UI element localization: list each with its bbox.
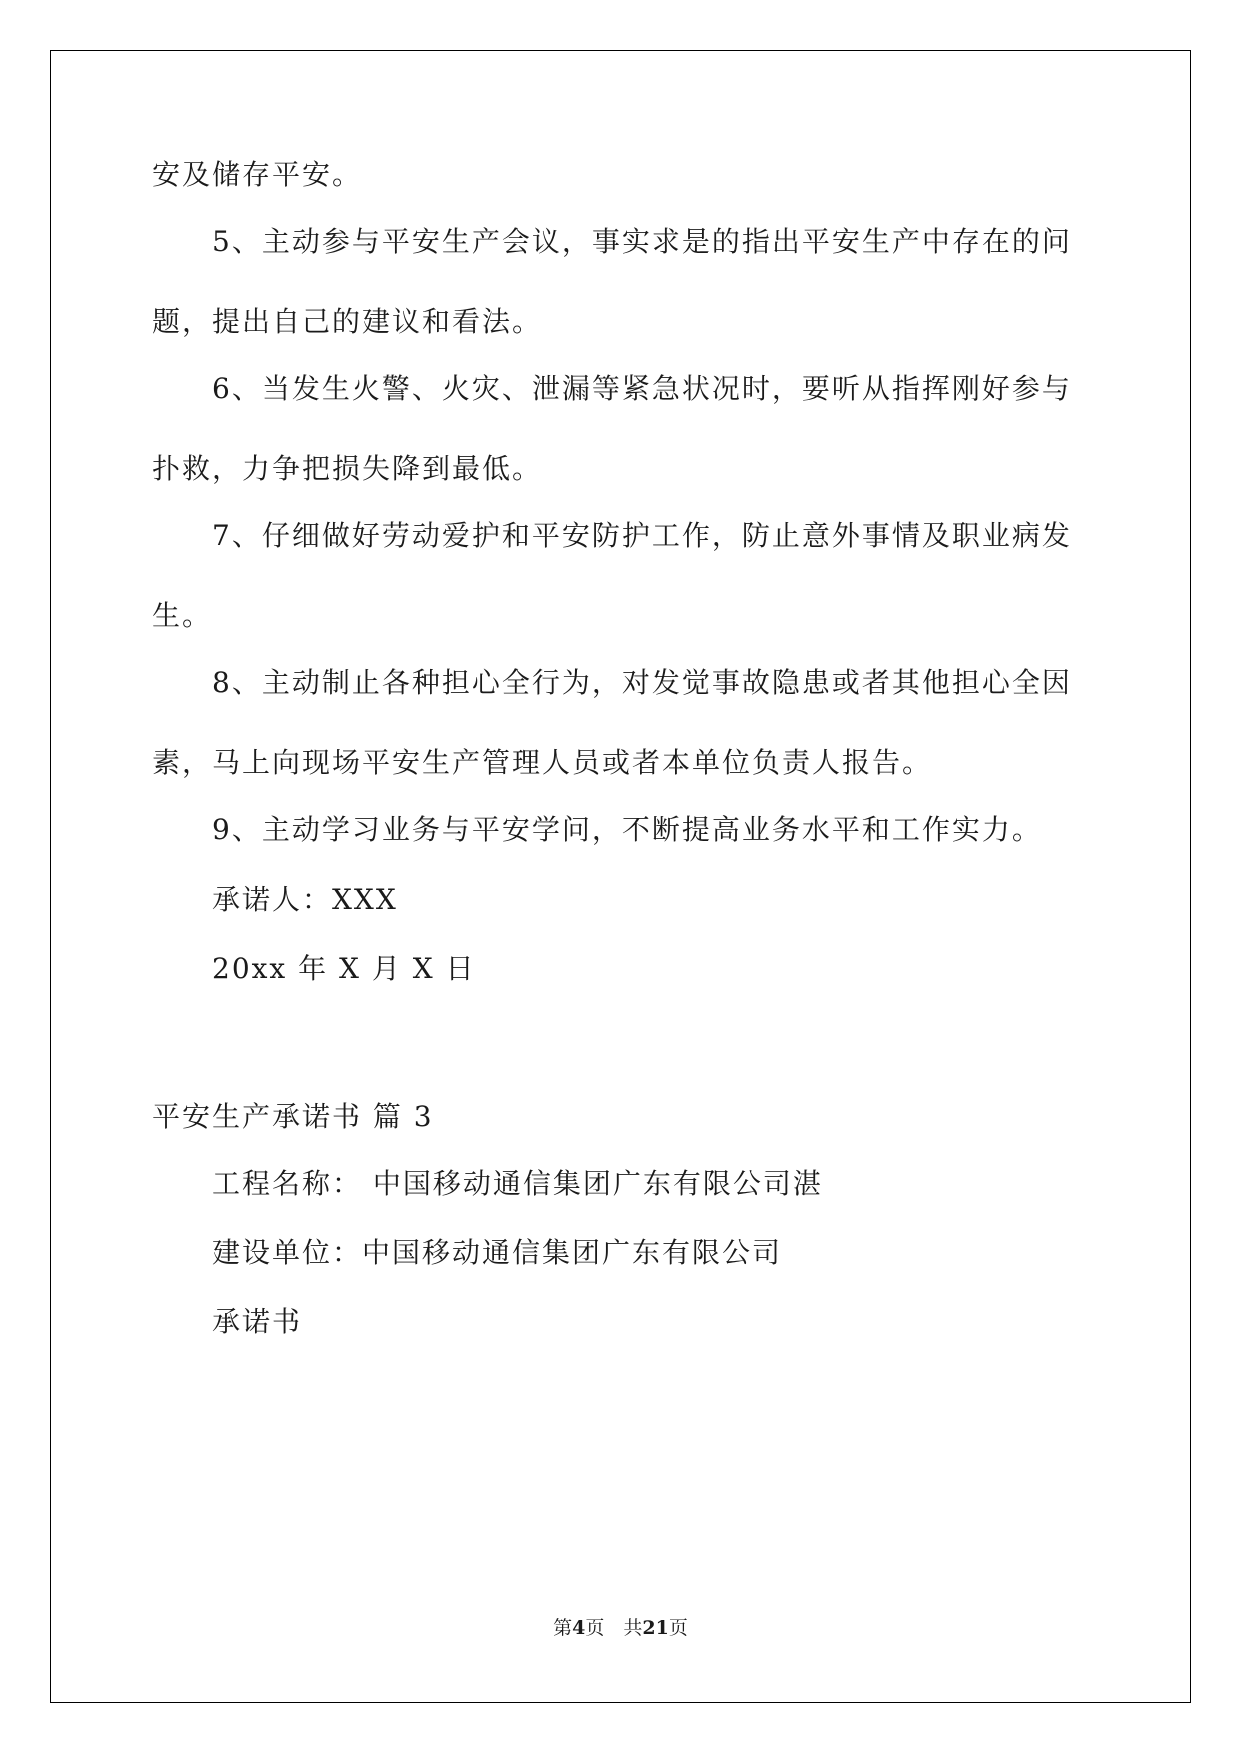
paragraph-line: 6、当发生火警、火灾、泄漏等紧急状况时，要听从指挥刚好参与 (212, 372, 1072, 405)
paragraph-line: 8、主动制止各种担心全行为，对发觉事故隐患或者其他担心全因 (212, 666, 1072, 699)
signer-line: 承诺人：XXX (212, 883, 398, 916)
subheading-line: 承诺书 (212, 1305, 303, 1338)
current-page-number: 4 (572, 1617, 586, 1639)
paragraph-line: 生。 (152, 599, 213, 632)
date-line: 20xx 年 X 月 X 日 (212, 952, 476, 985)
paragraph-line: 安及储存平安。 (152, 158, 363, 191)
footer-prefix: 第 (553, 1617, 573, 1639)
paragraph-line: 7、仔细做好劳动爱护和平安防护工作，防止意外事情及职业病发 (212, 519, 1072, 552)
footer-mid: 页 共 (585, 1617, 643, 1639)
page-border (50, 50, 1191, 1703)
builder-line: 建设单位：中国移动通信集团广东有限公司 (212, 1236, 783, 1269)
project-name-line: 工程名称： 中国移动通信集团广东有限公司湛 (212, 1167, 823, 1200)
section-heading: 平安生产承诺书 篇 3 (152, 1100, 434, 1133)
page-footer (0, 1616, 1241, 1640)
paragraph-line: 9、主动学习业务与平安学问，不断提高业务水平和工作实力。 (212, 813, 1042, 846)
paragraph-line: 5、主动参与平安生产会议，事实求是的指出平安生产中存在的问 (212, 225, 1072, 258)
footer-suffix: 页 (668, 1617, 688, 1639)
paragraph-line: 题，提出自己的建议和看法。 (152, 305, 543, 338)
total-page-number: 21 (642, 1617, 669, 1639)
paragraph-line: 扑救，力争把损失降到最低。 (152, 452, 543, 485)
paragraph-line: 素，马上向现场平安生产管理人员或者本单位负责人报告。 (152, 746, 933, 779)
